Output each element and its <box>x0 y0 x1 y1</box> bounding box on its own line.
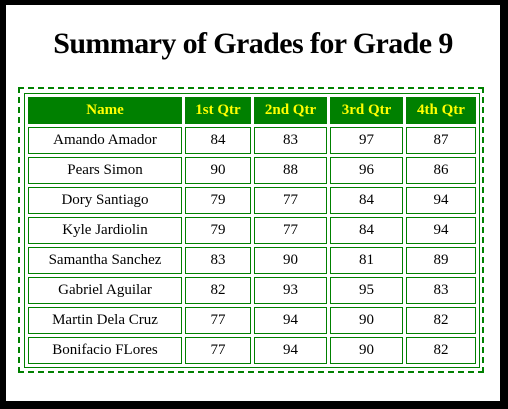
grade-q2: 77 <box>254 187 327 214</box>
student-name: Pears Simon <box>28 157 182 184</box>
grade-q4: 86 <box>406 157 476 184</box>
student-name: Bonifacio FLores <box>28 337 182 364</box>
header-q2: 2nd Qtr <box>254 97 327 124</box>
header-name: Name <box>28 97 182 124</box>
student-name: Samantha Sanchez <box>28 247 182 274</box>
grade-q4: 94 <box>406 217 476 244</box>
grade-q2: 77 <box>254 217 327 244</box>
grade-q4: 87 <box>406 127 476 154</box>
grade-q1: 82 <box>185 277 251 304</box>
table-row <box>28 247 476 274</box>
grades-table-frame <box>18 87 484 373</box>
grade-q2: 90 <box>254 247 327 274</box>
page <box>6 5 500 401</box>
grade-q3: 90 <box>330 337 403 364</box>
student-name: Martin Dela Cruz <box>28 307 182 334</box>
grade-q4: 82 <box>406 307 476 334</box>
grade-q2: 94 <box>254 337 327 364</box>
grade-q1: 84 <box>185 127 251 154</box>
page-title: Summary of Grades for Grade 9 <box>53 27 453 60</box>
table-row <box>28 307 476 334</box>
grade-q3: 97 <box>330 127 403 154</box>
grade-q1: 90 <box>185 157 251 184</box>
student-name: Dory Santiago <box>28 187 182 214</box>
grade-q3: 95 <box>330 277 403 304</box>
grade-q3: 96 <box>330 157 403 184</box>
header-q4: 4th Qtr <box>406 97 476 124</box>
table-row <box>28 277 476 304</box>
grade-q1: 77 <box>185 307 251 334</box>
grade-q3: 84 <box>330 217 403 244</box>
grade-q3: 90 <box>330 307 403 334</box>
table-row <box>28 217 476 244</box>
grade-q1: 83 <box>185 247 251 274</box>
grade-q4: 94 <box>406 187 476 214</box>
grade-q2: 93 <box>254 277 327 304</box>
header-row <box>28 97 476 124</box>
grade-q1: 79 <box>185 187 251 214</box>
table-row <box>28 337 476 364</box>
table-row <box>28 127 476 154</box>
grade-q3: 81 <box>330 247 403 274</box>
student-name: Kyle Jardiolin <box>28 217 182 244</box>
grade-q2: 94 <box>254 307 327 334</box>
grade-q4: 82 <box>406 337 476 364</box>
grade-q1: 77 <box>185 337 251 364</box>
grade-q4: 89 <box>406 247 476 274</box>
table-row <box>28 157 476 184</box>
grade-q2: 88 <box>254 157 327 184</box>
student-name: Amando Amador <box>28 127 182 154</box>
grade-q3: 84 <box>330 187 403 214</box>
grade-q1: 79 <box>185 217 251 244</box>
grade-q2: 83 <box>254 127 327 154</box>
grades-table <box>24 93 480 368</box>
table-row <box>28 187 476 214</box>
header-q1: 1st Qtr <box>185 97 251 124</box>
grade-q4: 83 <box>406 277 476 304</box>
header-q3: 3rd Qtr <box>330 97 403 124</box>
student-name: Gabriel Aguilar <box>28 277 182 304</box>
